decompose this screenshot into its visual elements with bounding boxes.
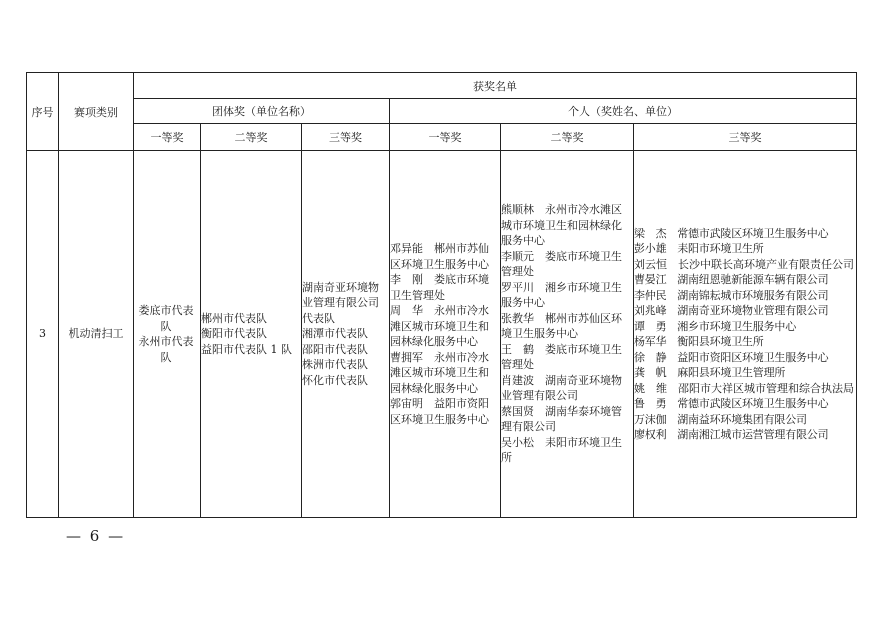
individual-first-cell (390, 151, 501, 518)
individual-entry: 曹晏江 湖南纽恩驰新能源车辆有限公司 (634, 273, 829, 286)
category-cell: 机动清扫工 (59, 151, 134, 518)
team-second-cell (201, 151, 302, 518)
team-entry: 怀化市代表队 (302, 373, 368, 387)
individual-entry: 徐 静 益阳市资阳区环境卫生服务中心 (634, 350, 829, 364)
individual-second-cell (501, 151, 634, 518)
individual-award-header: 个人（奖姓名、单位） (390, 99, 857, 124)
individual-entry: 刘兆峰 湖南奇亚环境物业管理有限公司 (634, 304, 829, 317)
team-second-header: 二等奖 (201, 124, 302, 151)
individual-entry: 周 华 永州市冷水滩区城市环境卫生和园林绿化服务中心 (390, 304, 489, 348)
individual-entry: 王 鹤 娄底市环境卫生管理处 (501, 342, 622, 372)
team-entry: 永州市代表队 (138, 335, 194, 364)
individual-entry: 梁 杰 常德市武陵区环境卫生服务中心 (634, 226, 829, 240)
individual-entry: 刘云恒 长沙中联长高环境产业有限责任公司 (634, 257, 854, 271)
individual-first-header: 一等奖 (390, 124, 501, 151)
seq-cell: 3 (27, 151, 59, 518)
individual-entry: 万沫伽 湖南益环环境集团有限公司 (634, 412, 807, 426)
individual-entry: 李 刚 娄底市环境卫生管理处 (390, 273, 489, 302)
page-number: — 6 — (66, 527, 126, 545)
team-entry: 株洲市代表队 (302, 358, 368, 372)
individual-entry: 廖权利 湖南湘江城市运营管理有限公司 (634, 428, 829, 441)
individual-entry: 曹拥军 永州市冷水滩区城市环境卫生和园林绿化服务中心 (390, 350, 489, 395)
individual-entry: 杨军华 衡阳县环境卫生所 (634, 335, 764, 348)
individual-entry: 肖建波 湖南奇亚环境物业管理有限公司 (501, 373, 622, 403)
individual-entry: 李顺元 娄底市环境卫生管理处 (501, 249, 622, 279)
individual-entry: 邓异能 郴州市苏仙区环境卫生服务中心 (390, 242, 489, 271)
individual-entry: 鲁 勇 常德市武陵区环境卫生服务中心 (634, 397, 829, 410)
team-third-header: 三等奖 (302, 124, 390, 151)
category-header: 赛项类别 (59, 73, 134, 151)
table-row (27, 151, 857, 518)
team-entry: 湖南奇亚环境物业管理有限公司代表队 (302, 280, 379, 325)
team-entry: 湘潭市代表队 (302, 327, 368, 341)
individual-entry: 李仲民 湖南锦耘城市环境服务有限公司 (634, 288, 829, 302)
individual-entry: 谭 勇 湘乡市环境卫生服务中心 (634, 319, 796, 333)
individual-entry: 吴小松 耒阳市环境卫生所 (501, 435, 622, 465)
team-entry: 邵阳市代表队 (302, 342, 368, 356)
team-entry: 衡阳市代表队 (201, 327, 267, 341)
individual-third-header: 三等奖 (634, 124, 857, 151)
individual-third-cell (634, 151, 857, 518)
individual-second-header: 二等奖 (501, 124, 634, 151)
individual-entry: 罗平川 湘乡市环境卫生服务中心 (501, 280, 622, 310)
team-entry: 益阳市代表队 1 队 (201, 342, 292, 356)
individual-entry: 张教华 郴州市苏仙区环境卫生服务中心 (501, 311, 622, 341)
individual-entry: 熊顺林 永州市冷水滩区城市环境卫生和园林绿化服务中心 (501, 203, 622, 248)
seq-header: 序号 (27, 73, 59, 151)
awards-table (26, 72, 857, 518)
award-list-header: 获奖名单 (134, 73, 857, 99)
team-entry: 娄底市代表队 (138, 304, 194, 333)
team-third-cell (302, 151, 390, 518)
team-first-header: 一等奖 (134, 124, 201, 151)
individual-entry: 郭宙明 益阳市资阳区环境卫生服务中心 (390, 397, 489, 426)
team-award-header: 团体奖（单位名称） (134, 99, 390, 124)
individual-entry: 龚 帆 麻阳县环境卫生管理所 (634, 366, 786, 379)
individual-entry: 姚 维 邵阳市大祥区城市管理和综合执法局 (634, 381, 854, 395)
individual-entry: 彭小雄 耒阳市环境卫生所 (634, 242, 764, 255)
team-first-cell (134, 151, 201, 518)
individual-entry: 蔡国贤 湖南华泰环境管理有限公司 (501, 404, 622, 434)
team-entry: 郴州市代表队 (201, 311, 267, 325)
